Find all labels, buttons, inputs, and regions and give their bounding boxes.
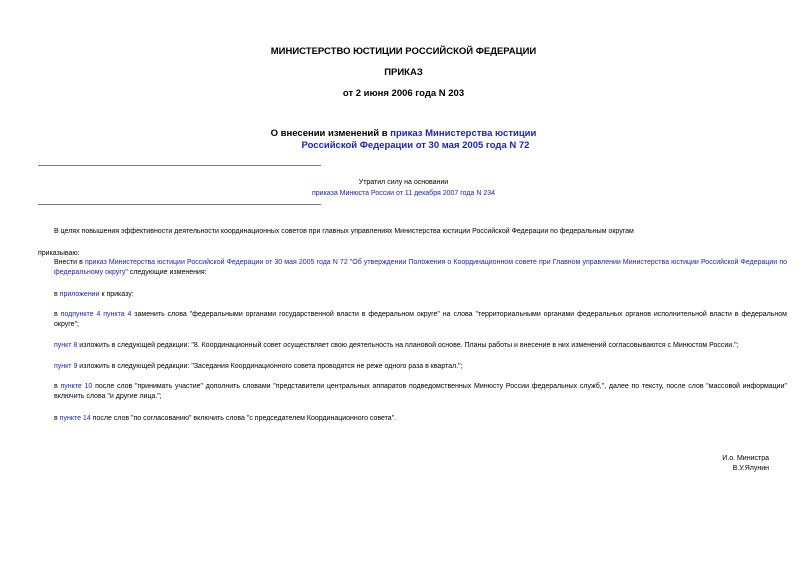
signature-position: И.о. Министра (722, 455, 769, 462)
status-note-link[interactable]: приказа Минюста России от 11 декабря 2007 года N 234 (311, 190, 496, 197)
paragraph-clause-9 (38, 362, 787, 372)
link-subclause-4[interactable]: подпункте 4 (60, 311, 101, 318)
link-order-72[interactable]: приказ Министерства юстиции Российской Федерации от 30 мая 2005 года N 72 "Об утверждении Положения о Координационном совете при Главном управлении Министерства юстиции Российской Федерации по федеральному округу" (54, 259, 787, 276)
p6-post: изложить в следующей редакции: "8. Координационный совет осуществляет свою деятельность на плановой основе. Планы работы и внесение в них изменений согласовываются с Минюстом России."; (77, 342, 739, 349)
link-appendix[interactable]: приложении (59, 291, 100, 298)
ministry-heading: МИНИСТЕРСТВО ЮСТИЦИИ РОССИЙСКОЙ ФЕДЕРАЦИИ (270, 46, 537, 57)
p4-pre: в (54, 291, 60, 298)
link-clause-8[interactable]: пункт 8 (54, 342, 78, 349)
paragraph-order-word: приказываю: (38, 250, 80, 257)
p5-post: заменить слова "федеральными органами государственной власти в федеральном округе" на слова "территориальными органами федеральных органов исполнительной власти в федеральном округе"; (54, 311, 787, 328)
p3-pre: Внести в (54, 259, 85, 266)
paragraph-appendix (38, 290, 787, 300)
p3-post: следующие изменения: (127, 269, 207, 276)
p7-post: изложить в следующей редакции: "Заседания Координационного совета проводятся не реже одного раза в квартал."; (77, 363, 463, 370)
paragraph-clause-14 (38, 414, 787, 424)
p9-post: после слов "по согласованию" включить слова "с председателем Координационного совета". (90, 415, 397, 422)
p5-pre: в (54, 311, 61, 318)
title-link-order-part1[interactable]: приказ Министерства юстиции (390, 128, 537, 139)
p8-post: после слов "принимать участие" дополнить словами "представители центральных аппаратов подведомственных Минюсту России федеральных служб,", далее по тексту, после слов "массовой информации" включить слова "и другие лица."; (54, 383, 787, 400)
title-prefix: О внесении изменений в (270, 128, 391, 139)
paragraph-clause-8 (38, 341, 787, 351)
document-title (0, 128, 807, 152)
link-clause-9[interactable]: пункт 9 (54, 363, 78, 370)
p8-pre: в (54, 383, 61, 390)
document-date-number: от 2 июня 2006 года N 203 (342, 88, 465, 99)
p9-pre: в (54, 415, 60, 422)
signature-name: В.У.Ялунин (732, 465, 769, 472)
link-clause-10[interactable]: пункте 10 (60, 383, 93, 390)
divider-bottom (38, 204, 321, 205)
divider-top (38, 165, 321, 166)
paragraph-clause-10 (38, 382, 787, 402)
paragraph-subclause-4 (38, 310, 787, 330)
document-type: ПРИКАЗ (384, 67, 423, 78)
paragraph-purpose: В целях повышения эффективности деятельности координационных советов при главных управлениях Министерства юстиции Российской Федерации по федеральным округам (54, 228, 634, 235)
status-note-text: Утратил силу на основании (358, 179, 449, 186)
link-clause-14[interactable]: пункте 14 (59, 415, 91, 422)
paragraph-amend (38, 258, 787, 278)
p4-post: к приказу: (99, 291, 134, 298)
link-clause-4[interactable]: пункта 4 (103, 311, 132, 318)
title-link-order-part2[interactable]: Российской Федерации от 30 мая 2005 года N 72 (301, 140, 530, 151)
